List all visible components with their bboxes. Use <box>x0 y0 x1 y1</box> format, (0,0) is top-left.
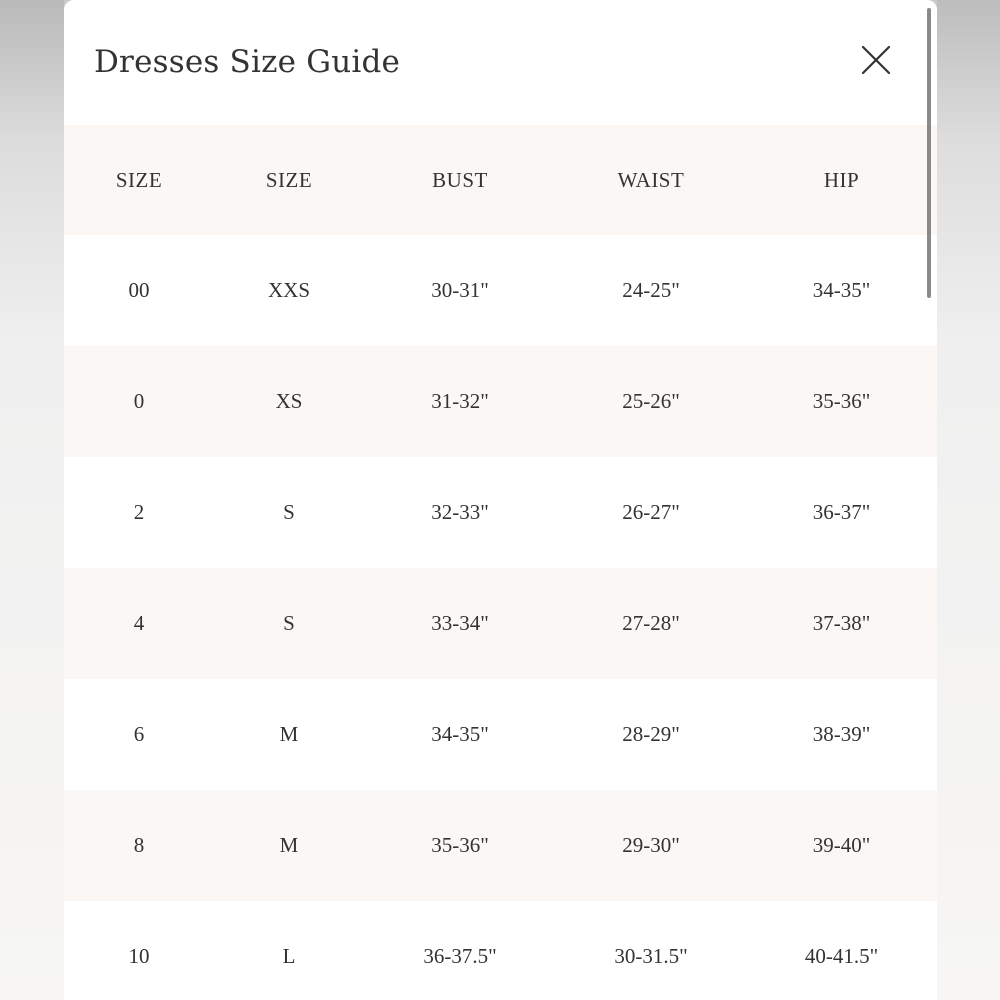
modal-header <box>64 0 937 125</box>
cell-bust: 30-31" <box>431 278 489 302</box>
cell-waist: 27-28" <box>622 611 680 635</box>
cell-size-letter: S <box>283 500 295 524</box>
cell-size-letter: XXS <box>267 278 310 302</box>
cell-size-number: 8 <box>133 833 145 857</box>
cell-bust: 34-35" <box>431 722 489 746</box>
cell-size-letter: XS <box>275 389 303 413</box>
cell-hip: 38-39" <box>812 722 871 746</box>
cell-bust: 36-37.5" <box>423 944 497 968</box>
table-row <box>64 457 937 568</box>
close-button[interactable] <box>854 40 898 80</box>
cell-hip: 40-41.5" <box>804 944 879 968</box>
backdrop-left <box>0 0 64 1000</box>
backdrop-right <box>937 0 1000 1000</box>
scrollbar-thumb[interactable] <box>927 8 931 298</box>
cell-size-number: 0 <box>133 389 145 413</box>
cell-waist: 29-30" <box>622 833 680 857</box>
size-guide-modal <box>64 0 937 1000</box>
cell-waist: 24-25" <box>622 278 680 302</box>
cell-size-number: 6 <box>133 722 145 746</box>
cell-bust: 35-36" <box>431 833 489 857</box>
cell-size-letter: M <box>279 722 299 746</box>
table-header-row <box>64 125 937 235</box>
close-icon <box>861 45 891 75</box>
cell-size-letter: M <box>279 833 299 857</box>
header-bust: BUST <box>432 167 488 192</box>
cell-size-number: 10 <box>128 944 150 968</box>
table-row <box>64 568 937 679</box>
cell-hip: 35-36" <box>812 389 871 413</box>
header-hip: HIP <box>823 167 860 192</box>
cell-size-number: 2 <box>133 500 145 524</box>
table-row <box>64 901 937 1000</box>
cell-size-letter: S <box>283 611 295 635</box>
cell-waist: 30-31.5" <box>614 944 688 968</box>
header-size-number: SIZE <box>115 167 163 192</box>
cell-bust: 33-34" <box>431 611 489 635</box>
cell-hip: 34-35" <box>812 278 871 302</box>
cell-bust: 31-32" <box>431 389 489 413</box>
table-row <box>64 679 937 790</box>
cell-waist: 26-27" <box>622 500 680 524</box>
cell-hip: 39-40" <box>812 833 871 857</box>
cell-hip: 37-38" <box>812 611 871 635</box>
table-row <box>64 346 937 457</box>
cell-bust: 32-33" <box>431 500 489 524</box>
modal-title: Dresses Size Guide <box>94 44 401 80</box>
header-size-letter: SIZE <box>265 167 313 192</box>
cell-size-letter: L <box>282 944 296 968</box>
table-row <box>64 235 937 346</box>
size-table <box>64 125 937 1000</box>
header-waist: WAIST <box>617 167 685 192</box>
cell-waist: 28-29" <box>622 722 680 746</box>
cell-hip: 36-37" <box>812 500 871 524</box>
cell-size-number: 4 <box>133 611 145 635</box>
cell-waist: 25-26" <box>622 389 680 413</box>
cell-size-number: 00 <box>128 278 150 302</box>
table-row <box>64 790 937 901</box>
